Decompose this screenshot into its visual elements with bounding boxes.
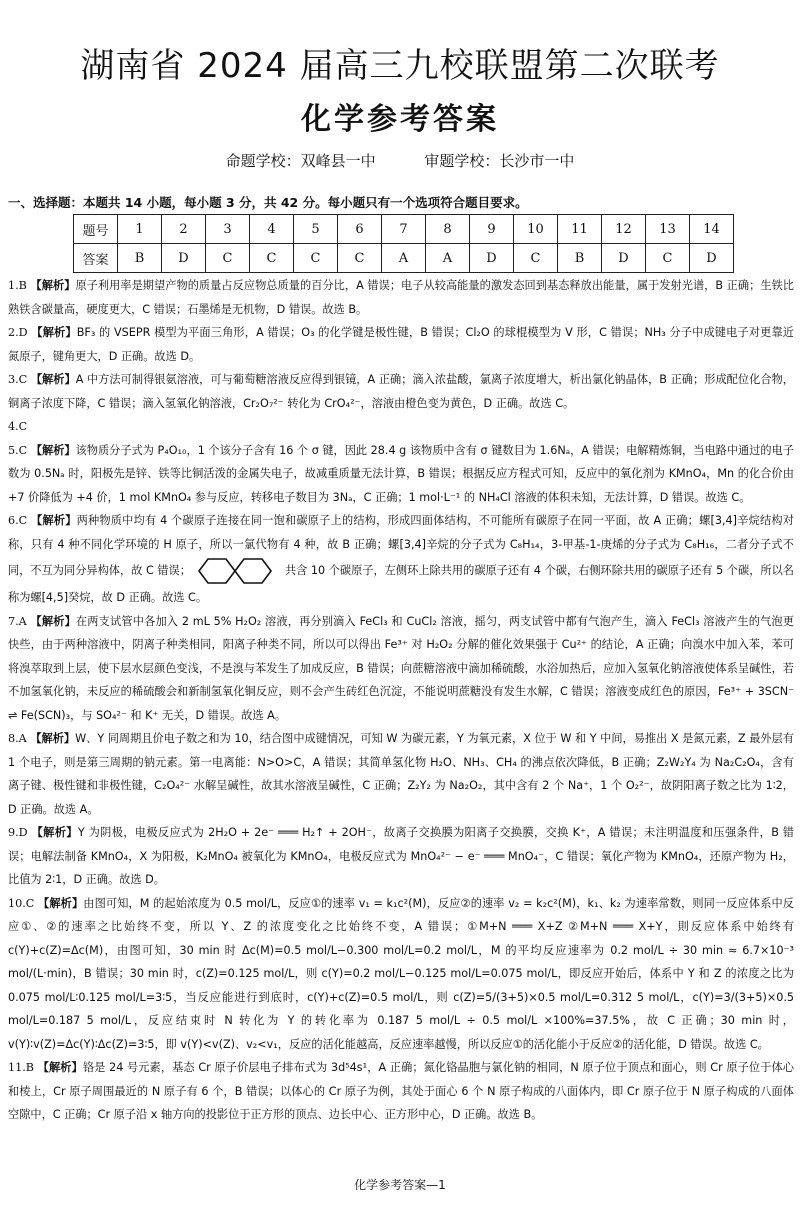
- item-text: 原子利用率是期望产物的质量占反应物总质量的百分比，A 错误；电子从较高能量的激发态回到基态释放出能量，属于发射光谱，B 正确；生铁比熟铁含碳量高，硬度更大，C 错误；石墨烯是无机物，D 错误。故选 B。: [8, 279, 794, 316]
- item-text: 在两支试管中各加入 2 mL 5% H₂O₂ 溶液，再分别滴入 FeCl₃ 和 CuCl₂ 溶液，摇匀，两支试管中都有气泡产生，滴入 FeCl₃ 溶液产生的气泡更快些，由于两种溶液中，阴离子种类相同，阳离子种类不同，所以可以得出 Fe³⁺ 对 H₂O₂ 分解的催化效果强于 Cu²⁺ 的结论，A 正确；向溴水中加入苯，苯可将溴萃取到上层，使下层水层颜色变浅，不是溴与苯发生了加成反应，B 错误；向蔗糖溶液中滴加稀硫酸，水浴加热后，应加入氢氧化钠溶液使体系呈碱性，若不加氢氧化钠，未反应的稀硫酸会和新制氢氧化铜反应，则不会产生砖红色沉淀，不能说明蔗糖没有发生水解，C 错误；溶液变成红色的原因，Fe³⁺ + 3SCN⁻ ⇌ Fe(SCN)₃，与 SO₄²⁻ 和 K⁺ 无关，D 错误。故选 A。: [8, 614, 794, 722]
- item-text: BF₃ 的 VSEPR 模型为平面三角形，A 错误；O₃ 的化学键是极性键，B 错误；Cl₂O 的球棍模型为 V 形，C 错误；NH₃ 分子中成键电子对更靠近氮原子，键角更大，D 正确。故选 D。: [8, 326, 794, 363]
- question-number: 12: [602, 215, 646, 244]
- item-text: 两种物质中均有 4 个碳原子连接在同一饱和碳原子上的结构，形成四面体结构，不可能所有碳原子在同一平面，故 A 正确；螺[3,4]辛烷结构对称，只有 4 种不同化学环境的 H 原子，所以一氯代物有 4 种，故 B 正确；螺[3,4]辛烷的分子式为 C₈H₁₄，3-甲基-1-庚烯的分子式为 C₈H₁₆，二者分子式不同，不互为同分异构体，故 C 错误；: [8, 514, 794, 577]
- school-credits: [0, 150, 800, 171]
- item-text: A 中方法可制得银氨溶液，可与葡萄糖溶液反应得到银镜，A 正确；滴入浓盐酸，氯离子浓度增大，析出氯化钠晶体，B 正确；形成配位化合物，铜离子浓度下降，C 错误；滴入氢氧化钠溶液，Cr₂O₇²⁻ 转化为 CrO₄²⁻，溶液由橙色变为黄色，D 正确。故选 C。: [8, 373, 794, 410]
- section-heading: 一、选择题：本题共 14 小题，每小题 3 分，共 42 分。每小题只有一个选项符合题目要求。: [8, 195, 528, 210]
- item-number: 10.C: [8, 896, 35, 910]
- explanation-item: [8, 610, 794, 728]
- explanation-item: [8, 727, 794, 821]
- analysis-tag: 【解析】: [30, 732, 76, 745]
- item-number: 3.C: [8, 373, 28, 386]
- answer-cell: D: [690, 244, 734, 273]
- answer-cell: A: [382, 244, 426, 273]
- question-number: 4: [250, 215, 294, 244]
- analysis-tag: 【解析】: [31, 514, 77, 527]
- item-text: 铬是 24 号元素，基态 Cr 原子价层电子排布式为 3d⁵4s¹，A 正确；氮化铬晶胞与氯化钠的相同，N 原子位于顶点和面心，则 Cr 原子位于体心和棱上，Cr 原子周围最近的 N 原子有 6 个，B 错误；以体心的 Cr 原子为例，其处于面心 6 个 N 原子构成的八面体内，即 Cr 原子位于 N 原子构成的八面体空隙中，C 正确；Cr 原子沿 x 轴方向的投影位于正方形的顶点、边长中心、正方形中心，D 正确。故选 B。: [8, 1061, 794, 1121]
- answer-cell: A: [426, 244, 470, 273]
- question-number: 10: [514, 215, 558, 244]
- item-text: Y 为阴极，电极反应式为 2H₂O + 2e⁻ ═══ H₂↑ + 2OH⁻，故离子交换膜为阳离子交换膜，交换 K⁺，A 错误；未注明温度和压强条件，B 错误；电解法制备 KMnO₄，X 为阳极，K₂MnO₄ 被氧化为 KMnO₄，电极反应式为 MnO₄²⁻ − e⁻ ═══ MnO₄⁻，C 错误；氧化产物为 KMnO₄，还原产物为 H₂，比值为 2∶1，D 正确。故选 D。: [8, 826, 794, 886]
- item-text: 由图可知，M 的起始浓度为 0.5 mol/L，反应①的速率 v₁ = k₁c²(M)，反应②的速率 v₂ = k₂c²(M)，k₁、k₂ 为速率常数，则同一反应体系中反应①、②的速率之比始终不变，所以 Y、Z 的浓度变化之比始终不变，A 错误；①M+N ═══ X+Z ②M+N ═══ X+Y，則反应体系中始终有 c(Y)+c(Z)=Δc(M)，由图可知，30 min 时 Δc(M)=0.5 mol/L−0.300 mol/L=0.2 mol/L，M 的平均反应速率为 0.2 mol/L ÷ 30 min ≈ 6.7×10⁻³ mol/(L·min)，B 错误；30 min 时，c(Z)=0.125 mol/L，则 c(Y)=0.2 mol/L−0.125 mol/L=0.075 mol/L，即反应开始后，体系中 Y 和 Z 的浓度之比为 0.075 mol/L∶0.125 mol/L=3∶5，当反应能进行到底时，c(Y)+c(Z)=0.5 mol/L，则 c(Z)=5/(3+5)×0.5 mol/L=0.312 5 mol/L，c(Y)=3/(3+5)×0.5 mol/L=0.187 5 mol/L，反应结束时 N 转化为 Y 的转化率为 0.187 5 mol/L ÷ 0.5 mol/L ×100%=37.5%，故 C 正确；30 min 时，v(Y)∶v(Z)=Δc(Y)∶Δc(Z)=3∶5，即 v(Y)<v(Z)、v₂<v₁，反应的活化能越高，反应速率越慢，所以反应①的活化能小于反应②的活化能，D 错误。故选 C。: [8, 896, 794, 1051]
- row-label: 答案: [74, 244, 118, 273]
- answer-cell: B: [558, 244, 602, 273]
- item-text: 该物质分子式为 P₄O₁₀，1 个该分子含有 16 个 σ 键，因此 28.4 g 该物质中含有 σ 键数目为 1.6Nₐ，A 错误；电解精炼铜，当电路中通过的电子数为 0.5Nₐ 时，阳极先是锌、铁等比铜活泼的金属失电子，故减重质量无法计算，B 错误；根据反应方程式可知，反应中的氧化剂为 KMnO₄，Mn 的化合价由 +7 价降低为 +4 价，1 mol KMnO₄ 参与反应，转移电子数目为 3Nₐ，C 正确；1 mol·L⁻¹ 的 NH₄Cl 溶液的体积未知，无法计算，D 错误。故选 C。: [8, 443, 794, 504]
- proposer-school: 命题学校：双峰县一中: [225, 152, 376, 170]
- analysis-tag: 【解析】: [31, 326, 77, 339]
- question-number: 6: [338, 215, 382, 244]
- explanation-item: [8, 821, 794, 892]
- question-number: 14: [690, 215, 734, 244]
- item-number: 5.C: [8, 443, 28, 457]
- answer-cell: D: [602, 244, 646, 273]
- item-number: 7.A: [8, 614, 27, 628]
- question-number: 13: [646, 215, 690, 244]
- answer-cell: C: [206, 244, 250, 273]
- explanation-item: [8, 509, 794, 610]
- explanation-item: [8, 415, 794, 439]
- item-number: 6.C: [8, 514, 28, 527]
- question-number: 3: [206, 215, 250, 244]
- explanation-item: [8, 1056, 794, 1127]
- explanation-item: [8, 321, 794, 368]
- analysis-tag: 【解析】: [31, 826, 78, 839]
- spiro-decane-structure-icon: [195, 556, 281, 586]
- answer-cell: D: [470, 244, 514, 273]
- answer-cell: C: [294, 244, 338, 273]
- explanations: [8, 274, 794, 1127]
- reviewer-school: 审题学校：长沙市一中: [424, 152, 575, 170]
- analysis-tag: 【解析】: [37, 1061, 83, 1074]
- item-number: 4.C: [8, 420, 28, 433]
- explanation-item: [8, 892, 794, 1057]
- question-number: 2: [162, 215, 206, 244]
- explanation-item: [8, 368, 794, 415]
- answer-cell: C: [514, 244, 558, 273]
- item-number: 11.B: [8, 1061, 35, 1074]
- analysis-tag: 【解析】: [30, 279, 76, 292]
- item-number: 9.D: [8, 826, 28, 839]
- answer-cell: C: [338, 244, 382, 273]
- question-number-row: [74, 215, 734, 244]
- answer-table: [73, 214, 734, 273]
- page-footer: 化学参考答案—1: [354, 1178, 446, 1192]
- question-number: 8: [426, 215, 470, 244]
- question-number: 1: [118, 215, 162, 244]
- item-number: 8.A: [8, 732, 27, 745]
- explanation-item: [8, 439, 794, 510]
- exam-title: 湖南省 2024 届高三九校联盟第二次联考: [80, 46, 720, 86]
- item-number: 2.D: [8, 326, 28, 339]
- analysis-tag: 【解析】: [30, 373, 76, 386]
- answer-row: [74, 244, 734, 273]
- analysis-tag: 【解析】: [38, 896, 84, 910]
- answer-cell: B: [118, 244, 162, 273]
- question-number: 7: [382, 215, 426, 244]
- analysis-tag: 【解析】: [30, 443, 76, 457]
- item-number: 1.B: [8, 279, 27, 292]
- item-text-continued: 共含 10 个碳原子，左侧环上除共用的碳原子还有 4 个碳，右侧环除共用的碳原子还有 5 个碳，所以名称为螺[4,5]癸烷，故 D 正确。故选 C。: [8, 564, 794, 604]
- question-number: 5: [294, 215, 338, 244]
- item-text: W、Y 同周期且价电子数之和为 10，结合图中成键情况，可知 W 为碳元素，Y 为氧元素，X 位于 W 和 Y 中间，易推出 X 是氮元素，Z 最外层有 1 个电子，则是第三周期的钠元素。第一电离能：N>O>C，A 错误；其简单氢化物 H₂O、NH₃、CH₄ 的沸点依次降低，B 正确；Z₂W₂Y₄ 为 Na₂C₂O₄，含有离子键、极性键和非极性键，C₂O₄²⁻ 水解呈碱性，故其水溶液呈碱性，C 正确；Z₂Y₂ 为 Na₂O₂，其中含有 2 个 Na⁺，1 个 O₂²⁻，故阴阳离子数之比为 1∶2，D 正确。故选 A。: [8, 732, 794, 816]
- answer-cell: C: [646, 244, 690, 273]
- page-title: 化学参考答案: [301, 102, 499, 137]
- question-number: 11: [558, 215, 602, 244]
- explanation-item: [8, 274, 794, 321]
- row-label: 题号: [74, 215, 118, 244]
- question-number: 9: [470, 215, 514, 244]
- answer-cell: C: [250, 244, 294, 273]
- answer-cell: D: [162, 244, 206, 273]
- analysis-tag: 【解析】: [30, 614, 76, 628]
